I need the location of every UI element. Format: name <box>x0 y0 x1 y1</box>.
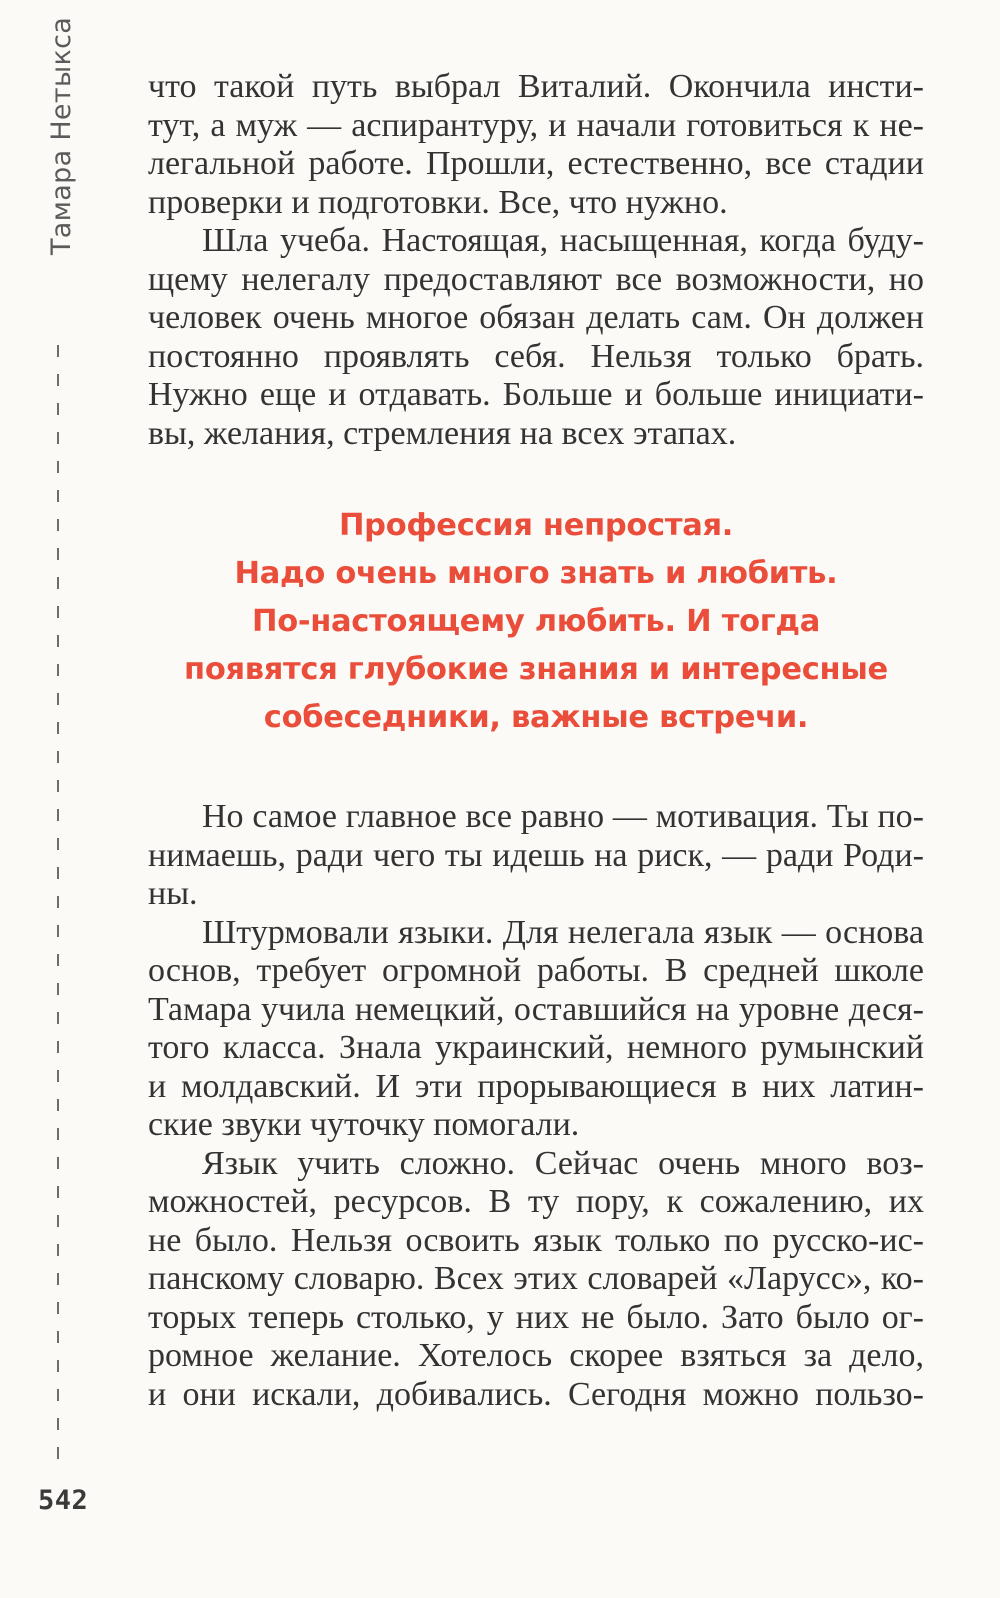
text-line: ские звуки чуточку помогали. <box>148 1106 580 1143</box>
text-line: человек очень многое обязан делать сам. Он должен <box>148 299 924 336</box>
pull-quote-line: собеседники, важные встречи. <box>263 700 809 735</box>
text-line: Тамара учила немецкий, оставшийся на уровне деся- <box>148 990 924 1028</box>
text-line: и молдавский. И эти прорывающиеся в них латин- <box>148 1067 924 1105</box>
text-line: того класса. Знала украинский, немного румынский <box>148 1029 924 1066</box>
paragraph <box>148 68 924 222</box>
text-line: основ, требует огромной работы. В средней школе <box>148 952 924 989</box>
text-line: что такой путь выбрал Виталий. Окончила инсти- <box>148 68 924 105</box>
paragraph <box>148 222 924 453</box>
pull-quote <box>148 502 924 742</box>
dashed-rule <box>57 345 59 1460</box>
paragraph <box>148 798 924 914</box>
text-line: Нужно еще и отдавать. Больше и больше инициати- <box>148 376 924 413</box>
pull-quote-line: Надо очень много знать и любить. <box>234 556 838 591</box>
body-text-bottom <box>148 798 924 1414</box>
text-line: Штурмовали языки. Для нелегала язык — основа <box>202 913 924 951</box>
text-line: щему нелегалу предоставляют все возможности, но <box>148 260 924 298</box>
text-line: легальной работе. Прошли, естественно, все стадии <box>148 145 924 182</box>
text-line: торых теперь столько, у них не было. Зато было ог- <box>148 1298 924 1336</box>
body-text-top <box>148 68 924 453</box>
page-number: 542 <box>38 1485 89 1516</box>
text-line: вы, желания, стремления на всех этапах. <box>148 414 737 452</box>
text-line: проверки и подготовки. Все, что нужно. <box>148 183 728 221</box>
paragraph <box>148 1145 924 1415</box>
text-line: Но самое главное все равно — мотивация. Ты по- <box>202 798 924 835</box>
pull-quote-line: По-настоящему любить. И тогда <box>252 604 820 639</box>
text-line: панскому словарю. Всех этих словарей «Ларусс», ко- <box>148 1260 924 1297</box>
paragraph <box>148 914 924 1145</box>
text-line: можностей, ресурсов. В ту пору, к сожалению, их <box>148 1183 924 1220</box>
text-line: ромное желание. Хотелось скорее взяться за дело, <box>148 1337 924 1374</box>
pull-quote-line: Профессия непростая. <box>338 508 734 543</box>
text-line: нимаешь, ради чего ты идешь на риск, — ради Роди- <box>148 836 924 874</box>
text-line: ны. <box>148 875 198 912</box>
text-line: и они искали, добивались. Сегодня можно пользо- <box>148 1375 924 1413</box>
text-line: Шла учеба. Настоящая, насыщенная, когда буду- <box>202 222 924 259</box>
running-head: Тамара Нетыкса <box>46 16 77 255</box>
pull-quote-line: появятся глубокие знания и интересные <box>184 652 888 687</box>
text-line: Язык учить сложно. Сейчас очень много воз- <box>202 1144 924 1182</box>
text-line: не было. Нельзя освоить язык только по русско-ис- <box>148 1221 924 1259</box>
text-line: тут, а муж — аспирантуру, и начали готовиться к не- <box>148 106 924 144</box>
text-line: постоянно проявлять себя. Нельзя только брать. <box>148 337 924 375</box>
